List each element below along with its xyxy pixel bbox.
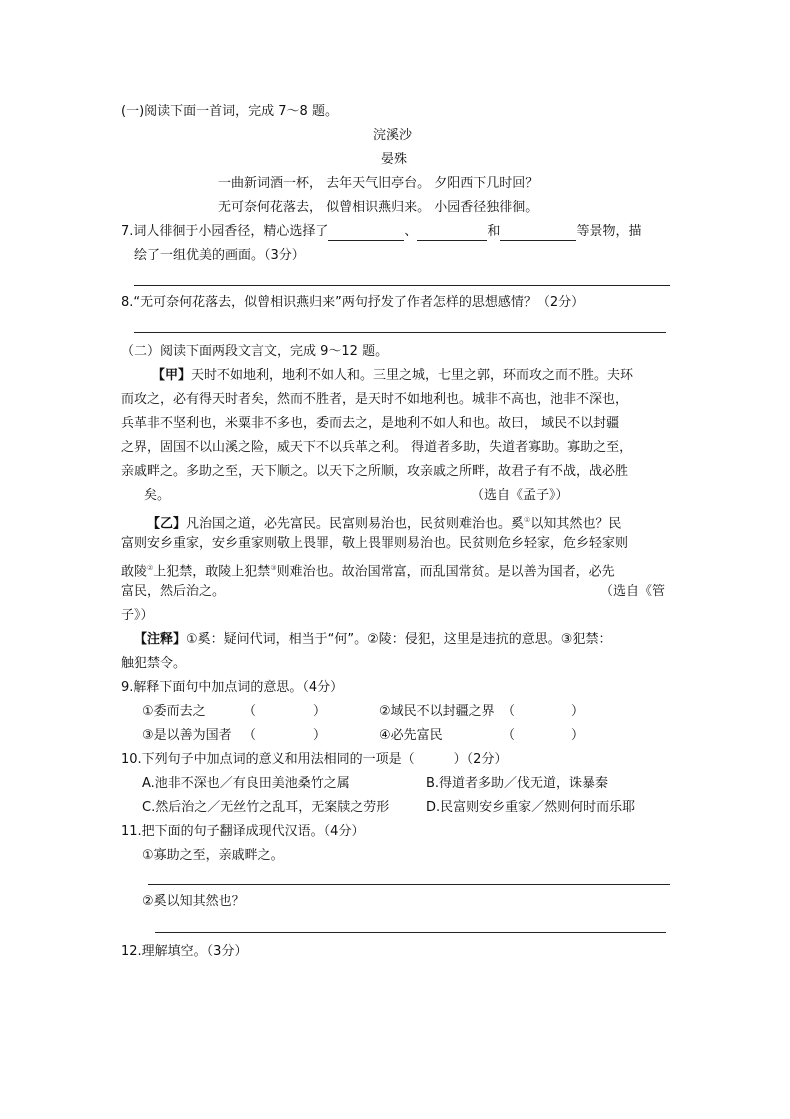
question-11-title: 11.把下面的句子翻译成现代汉语。（4分）	[121, 824, 365, 839]
passage-jia-line-6: 矣。	[144, 488, 171, 503]
q7-blank-2[interactable]	[417, 226, 487, 241]
passage-jia-line-1	[152, 367, 633, 385]
passage-jia-label: 【甲】	[152, 368, 192, 383]
q11-answer-line-2[interactable]	[155, 932, 666, 933]
passage-yi-line-4: 富民，然后治之。	[121, 584, 226, 599]
passage-yi-line-3	[121, 559, 615, 581]
passage-yi-text-3a: 敢陵	[121, 564, 148, 580]
question-9-title: 9.解释下面句中加点词的意思。（4分）	[121, 680, 344, 695]
q11-answer-line-1[interactable]	[148, 884, 670, 885]
q9-paren-close-2: ）	[571, 704, 585, 719]
q7-blank-1[interactable]	[328, 226, 404, 241]
q11-item-1: ①寡助之至，亲戚畔之。	[142, 848, 284, 863]
passage-yi-text-1b: 以知其然也？民	[530, 516, 622, 532]
q9-item-3: ③是以善为国者	[142, 728, 232, 743]
q9-item-1: ①委而去之	[142, 704, 206, 719]
passage-jia-text-1: 天时不如地利，地利不如人和。三里之城，七里之郭，环而攻之而不胜。夫环	[191, 368, 634, 383]
passage-jia-line-5: 亲戚畔之。多助之至，天下顺之。以天下之所顺，攻亲戚之所畔，故君子有不战，战必胜	[121, 464, 629, 479]
poem-line-2: 无可奈何花落去， 似曾相识燕归来。 小园香径独徘徊。	[218, 200, 539, 215]
question-8: 8.“无可奈何花落去，似曾相识燕归来”两句抒发了作者怎样的思想感情？（2分）	[121, 295, 585, 310]
q9-paren-close-3: ）	[313, 728, 327, 743]
passage-yi-line-5: 子》）	[121, 608, 154, 623]
q11-item-2: ②奚以知其然也？	[142, 894, 245, 909]
question-12-title: 12.理解填空。（3分）	[121, 944, 248, 959]
passage-jia-line-3: 兵革非不坚利也，米粟非不多也，委而去之，是地利不如人和也。故曰， 域民不以封疆	[121, 416, 620, 431]
q9-paren-close-1: ）	[313, 704, 327, 719]
q7-text-b: 等景物，描	[576, 224, 642, 239]
section2-instruction: （二）阅读下面两段文言文，完成 9～12 题。	[121, 344, 389, 359]
q7-sep-2: 和	[487, 224, 501, 239]
q10-option-d[interactable]: D.民富则安乡重家／然则何时而乐耶	[426, 800, 636, 815]
passage-yi-line-2: 富则安乡重家，安乡重家则敬上畏罪，敬上畏罪则易治也。民贫则危乡轻家，危乡轻家则	[121, 536, 629, 551]
q9-paren-open-2: （	[502, 704, 516, 719]
poem-author: 晏殊	[381, 152, 408, 167]
q7-blank-3[interactable]	[500, 226, 576, 241]
q9-paren-open-1: （	[243, 704, 257, 719]
section1-instruction: (一)阅读下面一首词，完成 7～8 题。	[121, 104, 338, 119]
q10-option-a[interactable]: A.池非不深也／有良田美池桑竹之属	[142, 776, 350, 791]
notes-label: 【注释】	[134, 632, 187, 647]
poem-line-1: 一曲新词酒一杯， 去年天气旧亭台。 夕阳西下几时回？	[218, 176, 539, 191]
passage-yi-source: （选自《管	[600, 584, 666, 599]
passage-jia-line-4: 之界，固国不以山溪之险，威天下不以兵革之利。 得道者多助，失道者寡助。寡助之至，	[121, 440, 633, 455]
notes-line-2: 触犯禁令。	[121, 656, 187, 671]
q10-option-b[interactable]: B.得道者多助／伐无道，诛暴秦	[426, 776, 609, 791]
note-marker-1: ①	[524, 516, 531, 524]
q7-sep-1: 、	[404, 224, 418, 239]
q9-paren-close-4: ）	[571, 728, 585, 743]
q7-line-2: 绘了一组优美的画面。（3分）	[134, 248, 305, 263]
passage-yi-line-1	[147, 511, 621, 533]
q9-item-2: ②域民不以封疆之界	[379, 704, 495, 719]
note-marker-3: ③	[270, 564, 277, 572]
q7-text-a: 7.词人徘徊于小园香径，精心选择了	[121, 224, 329, 239]
passage-yi-text-3b: 上犯禁，敢陵上犯禁	[153, 564, 271, 580]
passage-jia-source: （选自《孟子》）	[471, 488, 569, 503]
passage-yi-label: 【乙】	[147, 516, 187, 532]
notes-text-1: ①奚：疑问代词，相当于“何”。②陵：侵犯，这里是违抗的意思。③犯禁：	[186, 632, 612, 647]
question-10-title: 10.下列句子中加点词的意义和用法相同的一项是（ ）（2分）	[121, 752, 508, 767]
passage-yi-text-1a: 凡治国之道，必先富民。民富则易治也，民贫则难治也。奚	[186, 516, 525, 532]
question-7	[121, 223, 641, 241]
notes-line-1	[134, 631, 611, 649]
q8-answer-line[interactable]	[134, 332, 666, 333]
passage-yi-text-3c: 则难治也。故治国常富，而乱国常贫。是以善为国者，必先	[276, 564, 615, 580]
passage-jia-line-2: 而攻之，必有得天时者矣，然而不胜者，是天时不如地利也。城非不高也，池非不深也，	[121, 392, 629, 407]
q10-option-c[interactable]: C.然后治之／无丝竹之乱耳，无案牍之劳形	[142, 800, 390, 815]
q7-answer-line[interactable]	[134, 285, 670, 286]
poem-title: 浣溪沙	[373, 128, 413, 143]
q9-paren-open-4: （	[502, 728, 516, 743]
note-marker-2: ②	[147, 564, 154, 572]
q9-paren-open-3: （	[243, 728, 257, 743]
q9-item-4: ④必先富民	[379, 728, 443, 743]
